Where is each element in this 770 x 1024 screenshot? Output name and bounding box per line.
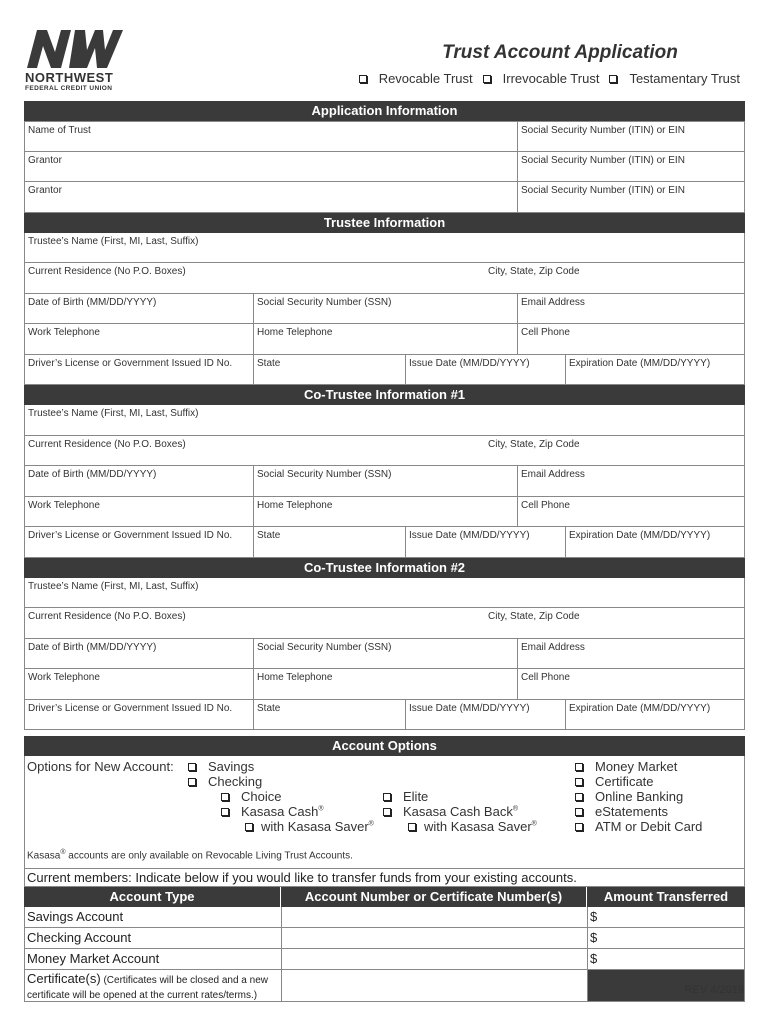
cotrustee1-dob-field[interactable]: Date of Birth (MM/DD/YYYY) [25,466,254,496]
trust-type-options [359,71,740,86]
savings-option[interactable]: Savings [188,759,254,774]
cotrustee2-state-field[interactable]: State [254,700,406,730]
cotrustee1-residence-field[interactable]: Current Residence (No P.O. Boxes) [28,438,186,450]
cotrustee1-ssn-field[interactable]: Social Security Number (SSN) [254,466,518,496]
options-label: Options for New Account: [27,759,174,774]
trustee-email-field[interactable]: Email Address [521,296,585,308]
brand-name: NORTHWEST [25,70,114,85]
cotrustee1-home-phone-field[interactable]: Home Telephone [254,497,518,527]
choice-option[interactable]: Choice [221,789,281,804]
checking-option[interactable]: Checking [188,774,262,789]
grantor-1-ssn-field[interactable]: Social Security Number (ITIN) or EIN [521,154,685,166]
cotrustee2-dob-field[interactable]: Date of Birth (MM/DD/YYYY) [25,639,254,669]
atm-debit-option[interactable]: ATM or Debit Card [575,819,702,834]
trustee-expiration-field[interactable]: Expiration Date (MM/DD/YYYY) [569,357,711,369]
amount-input[interactable]: $ [590,930,598,945]
kasasa-note: Kasasa® accounts are only available on Revocable Living Trust Accounts. [27,849,353,862]
cotrustee1-license-field[interactable]: Driver’s License or Government Issued ID No. [25,527,254,557]
nw-logo-icon [25,28,125,68]
cotrustee1-expiration-field[interactable]: Expiration Date (MM/DD/YYYY) [569,530,711,541]
online-banking-option[interactable]: Online Banking [575,789,683,804]
checkbox[interactable] [609,75,617,83]
checkbox[interactable] [383,808,391,816]
section-account-options-header: Account Options [24,736,745,756]
grantor-1-field[interactable]: Grantor [25,152,518,182]
table-row [24,970,745,1002]
trust-ssn-field[interactable]: Social Security Number (ITIN) or EIN [521,125,685,136]
cotrustee2-residence-field[interactable]: Current Residence (No P.O. Boxes) [28,611,186,622]
page-title: Trust Account Application [442,42,678,63]
transfer-instruction: Current members: Indicate below if you would like to transfer funds from your existing accounts. [24,869,745,887]
account-number-input[interactable] [282,949,588,969]
checkbox[interactable] [359,75,367,83]
row-label: Checking Account [25,928,282,948]
cotrustee1-issue-date-field[interactable]: Issue Date (MM/DD/YYYY) [406,527,566,557]
cotrustee1-work-phone-field[interactable]: Work Telephone [25,497,254,527]
trustee-dob-field[interactable]: Date of Birth (MM/DD/YYYY) [25,294,254,324]
section-trustee-header: Trustee Information [24,213,745,233]
row-label: Money Market Account [25,949,282,969]
section-application-header: Application Information [24,101,745,121]
cotrustee2-license-field[interactable]: Driver’s License or Government Issued ID No. [25,700,254,730]
cotrustee1-state-field[interactable]: State [254,527,406,557]
cotrustee2-cell-phone-field[interactable]: Cell Phone [521,672,570,683]
cotrustee1-cell-phone-field[interactable]: Cell Phone [521,499,570,511]
cotrustee2-name-field[interactable]: Trustee’s Name (First, MI, Last, Suffix) [28,580,199,592]
certificate-label: Certificate(s) (Certificates will be closed and a new certificate will be opened at the current rates/terms.) [25,970,282,1001]
table-row [24,907,745,928]
kasasa-cash-back-option[interactable]: Kasasa Cash Back® [383,804,518,819]
checkbox[interactable] [408,823,416,831]
cotrustee2-ssn-field[interactable]: Social Security Number (SSN) [254,639,518,669]
amount-input[interactable]: $ [590,909,598,924]
account-number-input[interactable] [282,928,588,948]
checkbox[interactable] [575,778,583,786]
checkbox[interactable] [483,75,491,83]
revocable-trust-option[interactable]: Revocable Trust [359,71,473,86]
certificate-option[interactable]: Certificate [575,774,654,789]
col-amount: Amount Transferred [587,887,745,907]
amount-input[interactable]: $ [590,951,598,966]
table-row [24,949,745,970]
col-account-number: Account Number or Certificate Number(s) [281,887,587,907]
irrevocable-trust-option[interactable]: Irrevocable Trust [483,71,600,86]
table-row [24,928,745,949]
account-number-input[interactable] [282,907,588,927]
checkbox[interactable] [575,763,583,771]
cotrustee2-issue-date-field[interactable]: Issue Date (MM/DD/YYYY) [406,700,566,730]
section-cotrustee1-header: Co-Trustee Information #1 [24,385,745,405]
revision-label: REV 4/2019 [684,984,744,996]
testamentary-trust-option[interactable]: Testamentary Trust [609,71,740,86]
cotrustee2-expiration-field[interactable]: Expiration Date (MM/DD/YYYY) [569,702,711,714]
trustee-city-field[interactable]: City, State, Zip Code [488,266,580,277]
cotrustee1-city-field[interactable]: City, State, Zip Code [488,438,580,450]
estatements-option[interactable]: eStatements [575,804,668,819]
checkbox[interactable] [575,793,583,801]
transfer-table-header [24,887,745,907]
application-form [24,101,745,1002]
col-account-type: Account Type [24,887,281,907]
northwest-logo [25,28,135,92]
checkbox[interactable] [575,823,583,831]
cotrustee1-name-field[interactable]: Trustee’s Name (First, MI, Last, Suffix) [28,408,199,419]
kasasa-saver-option[interactable]: with Kasasa Saver® [245,819,374,834]
certificate-number-input[interactable] [282,970,588,1001]
kasasa-saver-2-option[interactable]: with Kasasa Saver® [408,819,537,834]
cotrustee2-home-phone-field[interactable]: Home Telephone [254,669,518,699]
trustee-residence-field[interactable]: Current Residence (No P.O. Boxes) [28,266,186,277]
elite-option[interactable]: Elite [383,789,428,804]
grantor-2-ssn-field[interactable]: Social Security Number (ITIN) or EIN [521,185,685,196]
trustee-name-field[interactable]: Trustee’s Name (First, MI, Last, Suffix) [28,235,199,247]
cotrustee1-email-field[interactable]: Email Address [521,469,585,480]
kasasa-cash-option[interactable]: Kasasa Cash® [221,804,324,819]
cotrustee2-city-field[interactable]: City, State, Zip Code [488,611,580,622]
checkbox[interactable] [383,793,391,801]
brand-subtitle: FEDERAL CREDIT UNION [25,85,113,92]
trustee-ssn-field[interactable]: Social Security Number (SSN) [254,294,518,324]
name-of-trust-field[interactable]: Name of Trust [25,122,518,151]
checkbox[interactable] [245,823,253,831]
trustee-work-phone-field[interactable]: Work Telephone [25,324,254,354]
checkbox[interactable] [221,808,229,816]
checkbox[interactable] [188,763,196,771]
trustee-issue-date-field[interactable]: Issue Date (MM/DD/YYYY) [406,355,566,385]
money-market-option[interactable]: Money Market [575,759,677,774]
cotrustee2-email-field[interactable]: Email Address [521,641,585,653]
trustee-cell-phone-field[interactable]: Cell Phone [521,327,570,338]
checkbox[interactable] [188,778,196,786]
section-cotrustee2-header: Co-Trustee Information #2 [24,558,745,578]
trustee-license-field[interactable]: Driver’s License or Government Issued ID No. [25,355,254,385]
checkbox[interactable] [221,793,229,801]
checkbox[interactable] [575,808,583,816]
grantor-2-field[interactable]: Grantor [25,182,518,212]
trustee-home-phone-field[interactable]: Home Telephone [254,324,518,354]
account-options-panel [24,756,745,869]
cotrustee2-work-phone-field[interactable]: Work Telephone [25,669,254,699]
trustee-state-field[interactable]: State [254,355,406,385]
row-label: Savings Account [25,907,282,927]
